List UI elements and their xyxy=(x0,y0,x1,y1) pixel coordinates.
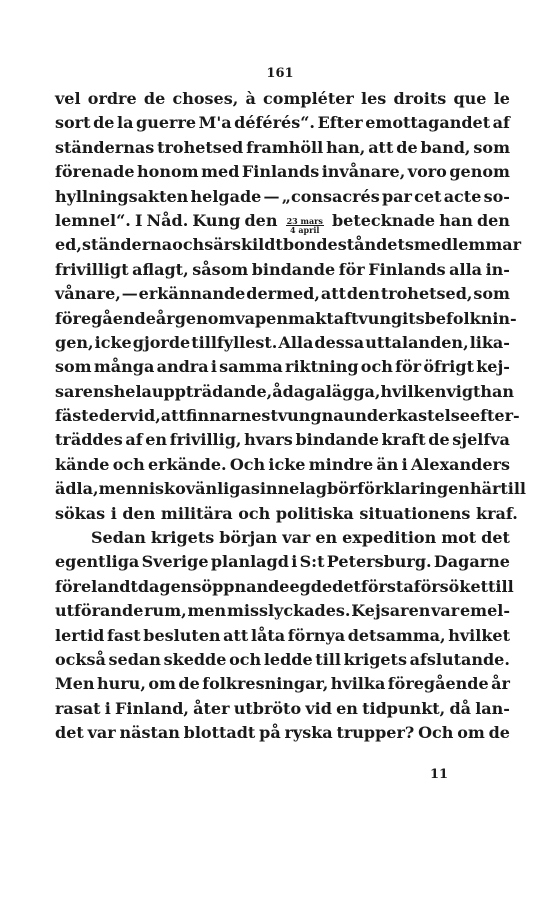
word: ständernas xyxy=(55,137,155,157)
word: menniskovänliga xyxy=(98,479,251,499)
word: var xyxy=(87,723,116,743)
word: que xyxy=(453,89,487,108)
word: Finlands xyxy=(241,162,320,182)
word: la xyxy=(117,113,134,133)
word: träddes xyxy=(55,430,123,450)
word: trohetsed, xyxy=(380,284,473,304)
word: och xyxy=(229,649,262,669)
word: krigets xyxy=(150,528,215,548)
word: bindande xyxy=(295,430,379,450)
word: hvars xyxy=(244,430,293,450)
word: vånare, xyxy=(55,284,121,304)
word: tvungna xyxy=(270,406,344,426)
word: i xyxy=(401,454,408,474)
word: försöket xyxy=(413,576,489,596)
word: riktning xyxy=(285,357,359,377)
word: härtill xyxy=(469,479,526,499)
word: en xyxy=(315,528,338,548)
word: tidpunkt, xyxy=(362,698,446,718)
word: den xyxy=(244,210,278,230)
word: vid xyxy=(305,698,332,718)
word: ordre xyxy=(87,89,137,108)
word: utförande xyxy=(55,601,144,621)
word: afslutande. xyxy=(409,649,510,669)
word: att xyxy=(368,137,394,157)
text-line xyxy=(55,357,510,381)
word: ed, xyxy=(55,235,82,255)
word: medlemmar xyxy=(413,235,522,255)
word: också xyxy=(55,649,106,669)
word: på xyxy=(259,723,281,743)
word: icke xyxy=(268,454,306,474)
word: sort xyxy=(55,113,91,133)
word: att xyxy=(160,406,186,426)
word: erkände. xyxy=(147,454,227,474)
word: les xyxy=(361,89,387,108)
word: det xyxy=(332,576,361,596)
word: öfrigt xyxy=(423,357,474,377)
word: han xyxy=(480,381,515,401)
word: band, xyxy=(420,137,471,157)
word: men xyxy=(187,601,227,621)
word: le xyxy=(493,89,510,108)
word: ledde xyxy=(263,649,313,669)
word: med xyxy=(201,162,240,182)
word: att xyxy=(320,284,346,304)
word: rum, xyxy=(144,601,187,621)
word: de xyxy=(93,113,115,133)
word: gen, xyxy=(55,332,94,352)
word: vigt xyxy=(446,381,481,401)
word: hvilken xyxy=(380,381,447,401)
text-line xyxy=(55,284,510,308)
text-line-with-date xyxy=(55,211,510,235)
word: so- xyxy=(483,186,510,206)
text-line xyxy=(55,138,510,162)
word: andra xyxy=(156,357,209,377)
text-line xyxy=(55,674,510,698)
word: ryska xyxy=(284,723,333,743)
word: om xyxy=(457,723,485,743)
text-line xyxy=(55,430,510,454)
word: icke xyxy=(94,332,132,352)
text-line xyxy=(55,260,510,284)
word: föregående xyxy=(387,674,489,694)
text-line xyxy=(55,723,510,747)
word: lan- xyxy=(475,698,510,718)
word: Alexanders xyxy=(410,454,510,474)
word: som xyxy=(473,137,510,157)
word: en xyxy=(336,698,358,718)
word: skedde xyxy=(163,649,227,669)
word: mot xyxy=(441,528,477,548)
word: Sedan xyxy=(91,528,146,548)
word: à xyxy=(245,89,256,108)
word: — xyxy=(263,186,280,206)
word: utbröto xyxy=(233,698,302,718)
word: in- xyxy=(485,259,510,279)
word: var xyxy=(431,601,460,621)
word: finnarnes xyxy=(185,406,271,426)
word: krigets xyxy=(343,649,407,669)
text-line xyxy=(55,650,510,674)
word: ådagalägga, xyxy=(272,381,381,401)
word: och xyxy=(112,454,145,474)
word: dessa xyxy=(314,332,365,352)
text-line xyxy=(55,235,522,259)
text-line xyxy=(55,89,510,113)
word: det xyxy=(55,723,84,743)
word: uppträdande, xyxy=(151,381,273,401)
word: invånare, xyxy=(321,162,406,182)
word: déférés“. xyxy=(234,113,315,133)
word: trupper? xyxy=(336,723,415,743)
word: gjorde xyxy=(132,332,191,352)
word: Kejsaren xyxy=(351,601,431,621)
word: förklaringen xyxy=(357,479,470,499)
word: som xyxy=(55,357,92,377)
text-line xyxy=(55,308,517,333)
word: emel- xyxy=(459,601,510,621)
word: frivilligt xyxy=(55,259,129,279)
word: genom xyxy=(174,308,236,328)
word: vapenmakt xyxy=(235,308,334,328)
word: droits xyxy=(393,89,447,108)
text-line xyxy=(55,113,510,137)
word: M'a xyxy=(198,113,232,133)
text-line xyxy=(55,699,510,723)
word: erkännande xyxy=(138,284,246,304)
word: än xyxy=(376,454,399,474)
word: år xyxy=(155,308,175,328)
paragraph-end-line: sökas i den militära och politiska situationens kraf. xyxy=(55,503,518,523)
word: samma xyxy=(219,357,283,377)
word: honom xyxy=(137,162,199,182)
word: genom xyxy=(449,162,510,182)
word: S:t xyxy=(299,552,325,572)
word: emottagandet xyxy=(365,113,491,133)
word: kände xyxy=(55,454,110,474)
word: de xyxy=(428,430,450,450)
word: fäste xyxy=(55,406,99,426)
word: en xyxy=(145,430,168,450)
word: mindre xyxy=(308,454,374,474)
word: bör xyxy=(326,479,358,499)
word: misslyckades. xyxy=(226,601,351,621)
word: och xyxy=(360,357,393,377)
word: de xyxy=(396,137,418,157)
word: som xyxy=(473,284,510,304)
word: låta xyxy=(250,625,286,645)
word: Och xyxy=(229,454,266,474)
text-line xyxy=(55,576,514,601)
word: ständerna xyxy=(81,235,173,255)
word: Kung xyxy=(192,210,241,230)
word: och xyxy=(172,235,205,255)
word: helgade xyxy=(190,186,262,206)
date-denominator: 4 april xyxy=(290,224,320,235)
word: Efter xyxy=(317,113,363,133)
word: till xyxy=(315,649,341,669)
word: många xyxy=(93,357,155,377)
word: var xyxy=(282,528,311,548)
word: af xyxy=(125,430,143,450)
word: acte xyxy=(443,186,482,206)
word: föregående xyxy=(55,308,156,328)
word: de xyxy=(143,89,166,108)
word: guerre xyxy=(136,113,197,133)
word: lemnel“. xyxy=(55,210,131,230)
word: i xyxy=(210,357,217,377)
text-line xyxy=(55,162,510,186)
word: han, xyxy=(326,137,366,157)
word: dermed, xyxy=(246,284,320,304)
word: år xyxy=(491,674,510,694)
word: lertid xyxy=(55,625,105,645)
body-text xyxy=(55,89,526,748)
word: befolknin- xyxy=(424,308,517,328)
word: fast xyxy=(106,625,141,645)
word: Men xyxy=(55,674,95,694)
word: Finland, xyxy=(115,698,189,718)
word: Alla xyxy=(278,332,314,352)
word: i xyxy=(104,698,111,718)
word: lika- xyxy=(469,332,510,352)
word: I xyxy=(134,210,143,230)
word: alla xyxy=(449,259,483,279)
word: egentliga xyxy=(55,552,140,572)
word: den xyxy=(346,284,380,304)
word: Sverige xyxy=(141,552,209,572)
word: Nåd. xyxy=(146,210,189,230)
page-number: 161 xyxy=(266,66,294,81)
word: till xyxy=(488,576,514,596)
word: öppnande xyxy=(201,576,290,596)
text-line xyxy=(55,381,515,406)
word: detsamma, xyxy=(347,625,446,645)
word: de xyxy=(488,723,510,743)
word: före xyxy=(55,576,92,596)
word: Petersburg. xyxy=(326,552,432,572)
word: — xyxy=(121,284,138,304)
word: planlagd xyxy=(210,552,289,572)
word: egde xyxy=(289,576,333,596)
word: Finlands xyxy=(368,259,446,279)
word: i xyxy=(291,552,298,572)
text-line xyxy=(55,479,526,503)
word: dervid, xyxy=(98,406,161,426)
word: kraft xyxy=(381,430,426,450)
word: cet xyxy=(414,186,442,206)
word: vel xyxy=(55,89,81,108)
word: sinnelag xyxy=(250,479,327,499)
word: att xyxy=(223,625,249,645)
word: par xyxy=(381,186,412,206)
date-numerator: 23 mars xyxy=(286,215,323,226)
word: bondeståndets xyxy=(282,235,414,255)
word: sedan xyxy=(108,649,161,669)
word: choses, xyxy=(172,89,239,108)
word: han xyxy=(439,210,473,230)
text-line xyxy=(55,626,510,650)
word: rasat xyxy=(55,698,101,718)
word: för xyxy=(395,357,422,377)
word: hela xyxy=(113,381,152,401)
word: Dagarne xyxy=(433,552,510,572)
word: Och xyxy=(418,723,454,743)
text-line xyxy=(55,406,520,430)
word: den xyxy=(476,210,510,230)
word: hvilket xyxy=(448,625,510,645)
word: expedition xyxy=(342,528,437,548)
word: då xyxy=(449,698,472,718)
text-line xyxy=(55,333,510,357)
word: voro xyxy=(407,162,447,182)
word: bindande xyxy=(251,259,336,279)
word: hyllningsakten xyxy=(55,186,189,206)
word: om xyxy=(148,674,176,694)
text-line xyxy=(55,455,510,479)
word: aftvungits xyxy=(333,308,425,328)
word: trohetsed xyxy=(157,137,244,157)
text-line xyxy=(55,552,510,576)
word: förnya xyxy=(287,625,346,645)
word: början xyxy=(219,528,278,548)
word: af xyxy=(492,113,510,133)
word: förenade xyxy=(55,162,135,182)
word: kej- xyxy=(476,357,510,377)
word: ädla, xyxy=(55,479,99,499)
text-line xyxy=(55,528,510,552)
word: tillfyllest. xyxy=(191,332,278,352)
word: hvilka xyxy=(330,674,386,694)
signature-mark: 11 xyxy=(430,767,449,782)
word: huru, xyxy=(96,674,146,694)
word: uttalanden, xyxy=(365,332,469,352)
word: blottadt xyxy=(183,723,256,743)
text-line xyxy=(55,601,510,625)
word: besluten xyxy=(143,625,221,645)
word: underkastelse xyxy=(343,406,470,426)
text-line xyxy=(55,187,510,211)
word: frivillig, xyxy=(169,430,242,450)
word: åter xyxy=(193,698,230,718)
word: det xyxy=(481,528,510,548)
word: framhöll xyxy=(246,137,324,157)
word: för xyxy=(338,259,365,279)
word: aflagt, xyxy=(132,259,189,279)
word: såsom xyxy=(192,259,249,279)
word: sjelfva xyxy=(452,430,510,450)
word: nästan xyxy=(119,723,180,743)
word: landtdagens xyxy=(91,576,202,596)
date-fraction xyxy=(286,217,324,234)
word: första xyxy=(360,576,414,596)
word: särskildt xyxy=(204,235,283,255)
word: folkresningar, xyxy=(202,674,329,694)
word: sarens xyxy=(55,381,114,401)
word: efter- xyxy=(469,406,520,426)
word: betecknade xyxy=(331,210,436,230)
word: „consacrés xyxy=(281,186,380,206)
word: compléter xyxy=(263,89,354,108)
word: de xyxy=(178,674,200,694)
